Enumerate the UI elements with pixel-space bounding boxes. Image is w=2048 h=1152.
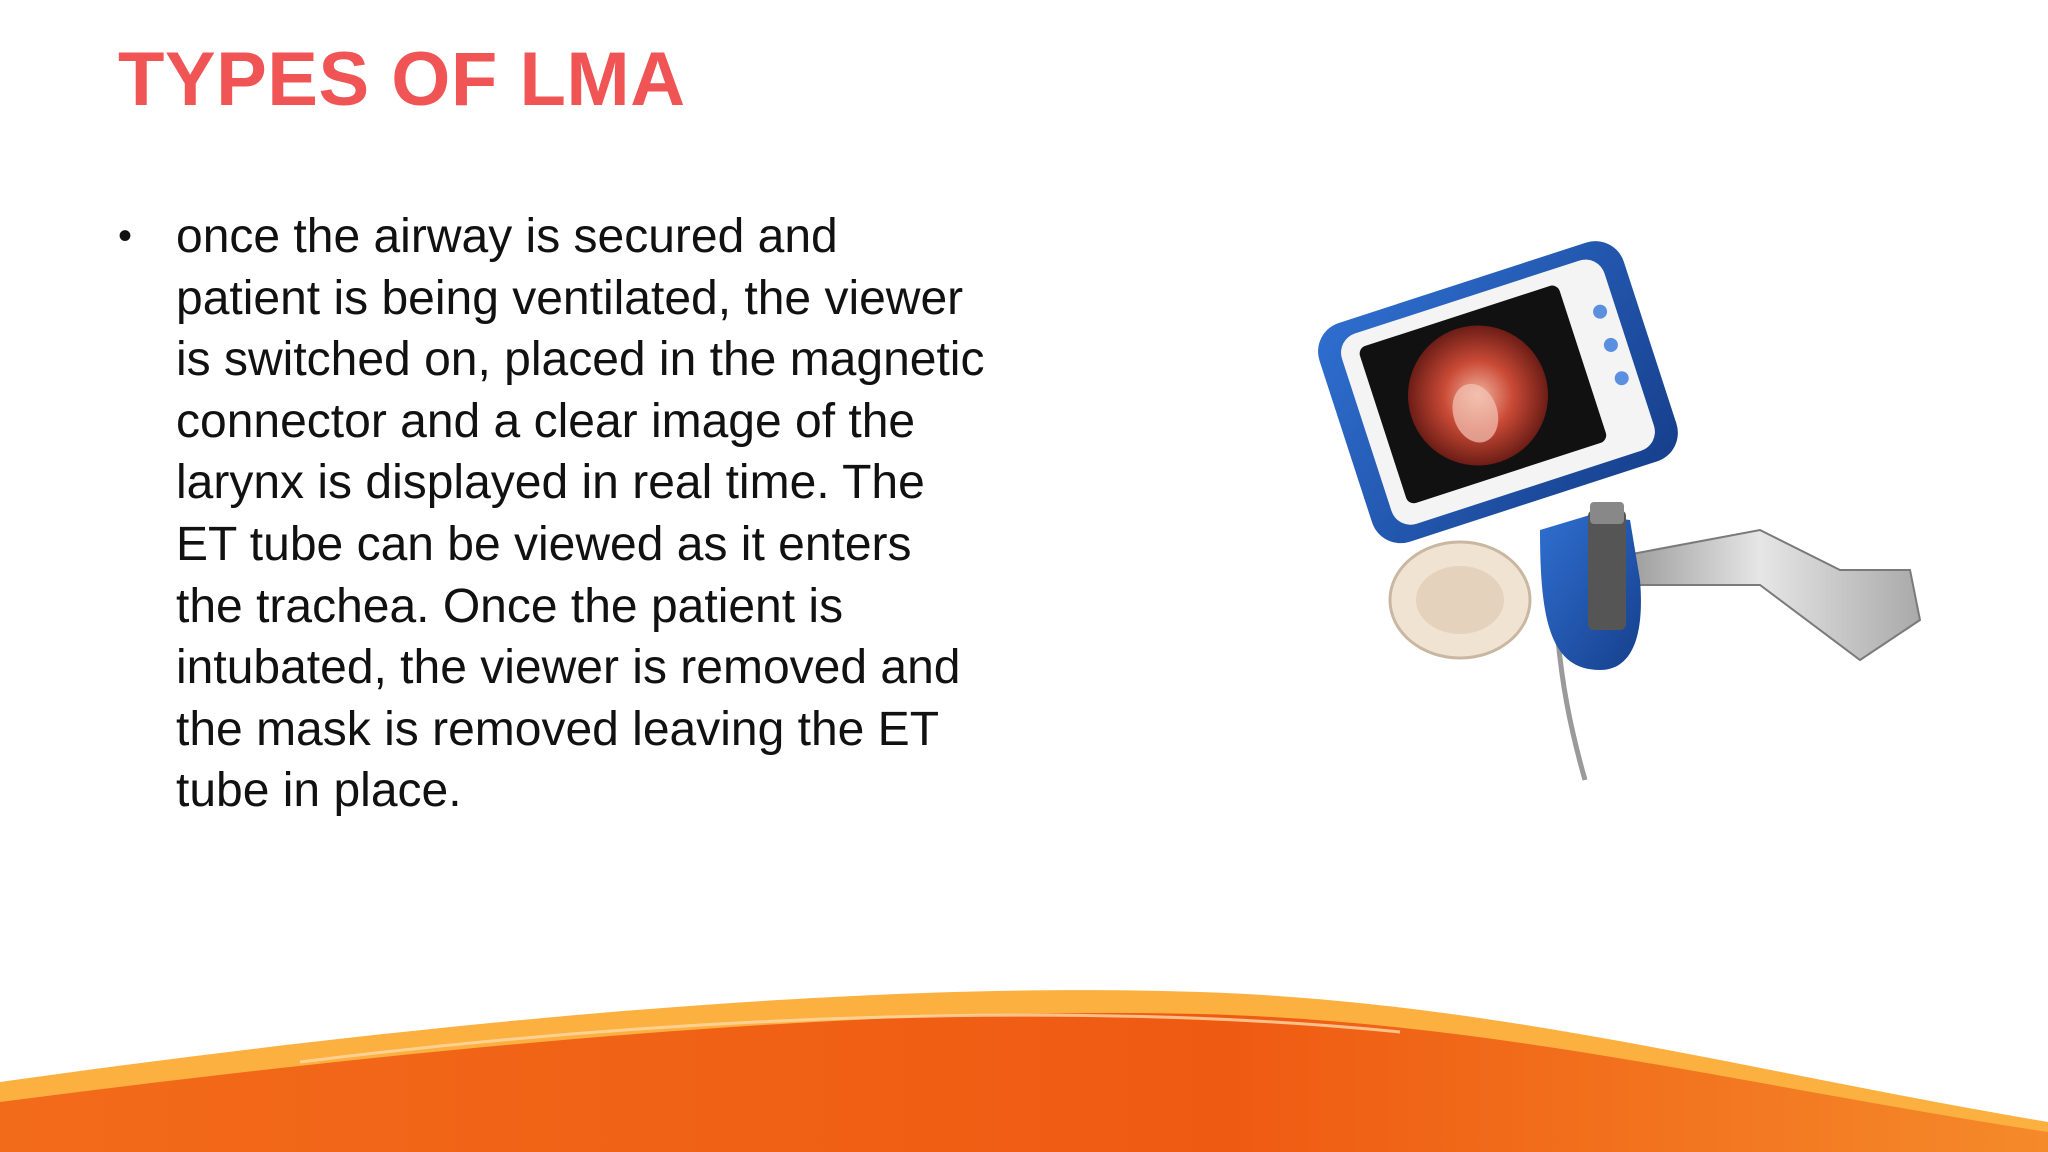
- bullet-marker: •: [118, 214, 133, 258]
- slide-title: TYPES OF LMA: [118, 37, 686, 122]
- decorative-wave: [0, 972, 2048, 1152]
- video-laryngeal-mask-device-icon: [1300, 240, 1980, 800]
- bullet-list: [118, 206, 1018, 822]
- bullet-text: once the airway is secured and patient is being ventilated, the viewer is switched on, placed in the magnetic connector and a clear image of the larynx is displayed in real time. The ET tube can be viewed as it enters the trachea. Once the patient is intubated, the viewer is removed and the mask is removed leaving the ET tube in place.: [176, 210, 985, 818]
